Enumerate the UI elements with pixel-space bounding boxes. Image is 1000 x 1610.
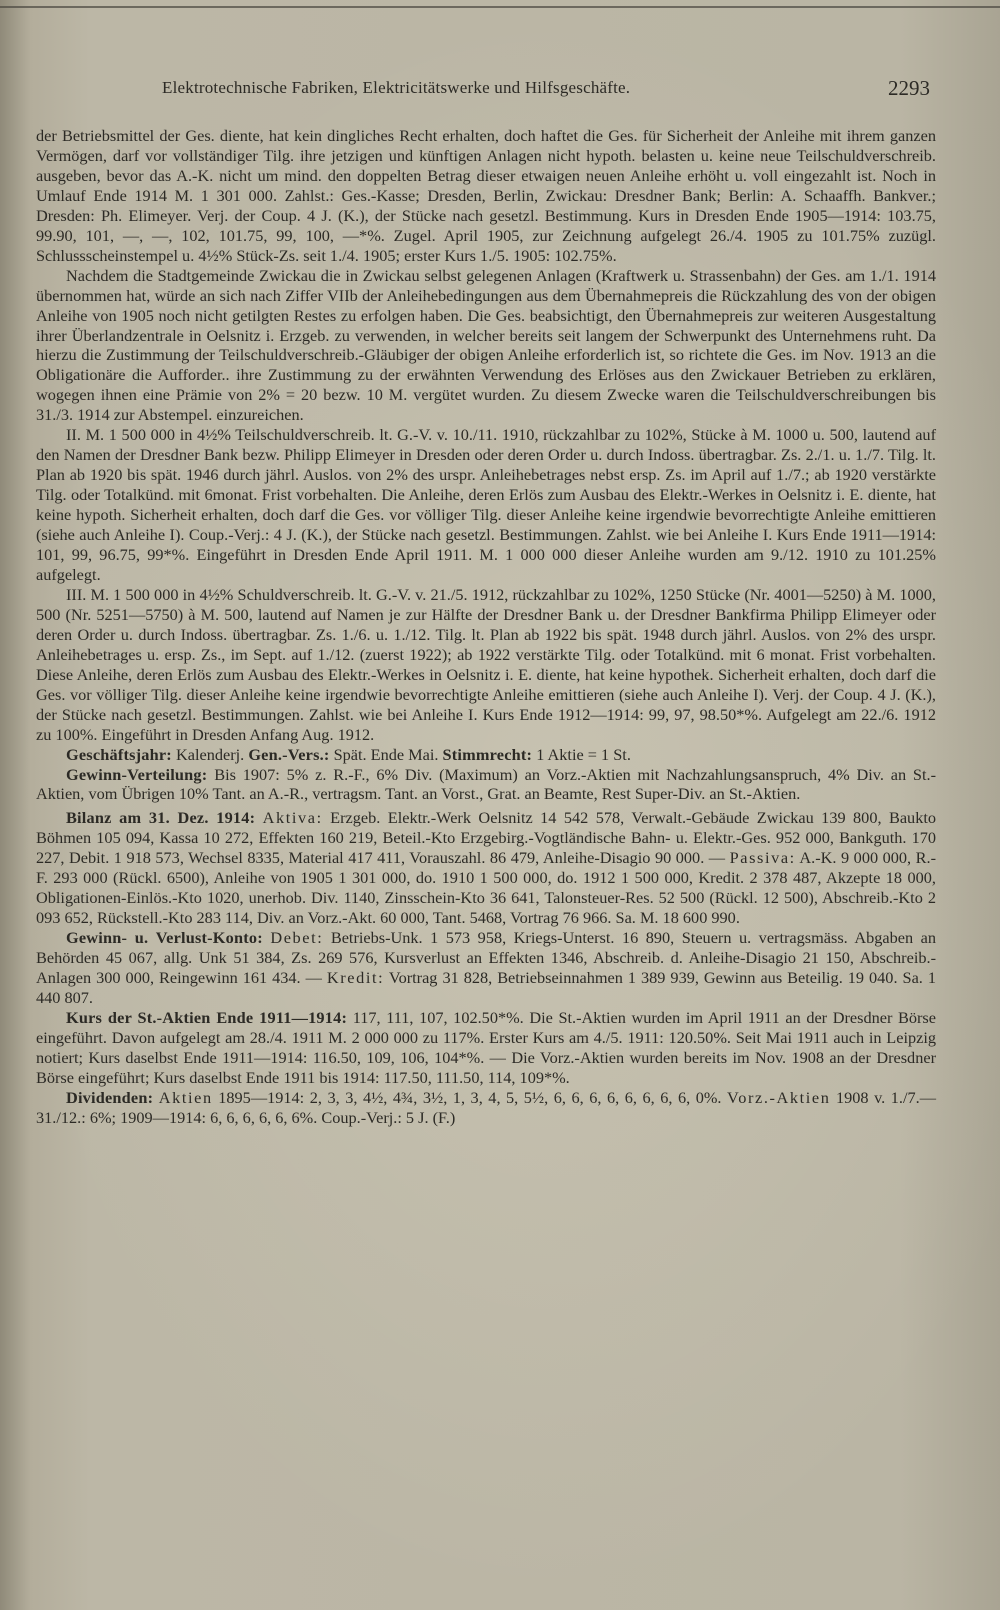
section-gewinn-verteilung (36, 765, 936, 805)
section-gewinn-verlust (36, 928, 936, 1008)
document-body (36, 126, 936, 1128)
text-gewinn-verteilung: Bis 1907: 5% z. R.-F., 6% Div. (Maximum) an Vorz.-Aktien mit Nachzahlungsanspruch, 4% Div. an St.-Aktien, vom Übrigen 10% Tant. an A.-R., vertragsm. Tant. an Vorst., Grat. an Beamte, Rest Super-Div. an St.-Aktien. (36, 764, 936, 804)
section-bilanz (36, 808, 936, 928)
label-aktien: Aktien (158, 1087, 213, 1107)
heading-dividenden: Dividenden: (66, 1087, 154, 1107)
text-debet: Betriebs-Unk. 1 573 958, Kriegs-Unterst. 16 890, Steuern u. vertragsmäss. Abgaben an Behörden 45 067, allg. Unk 51 384, Zs. 269 576, Kursverlust an Effekten 1346, Abschreib. d. Anleihe-Disagio 21 150, Abschreib.-Anlagen 300 000, Reingewinn 161 434. — (36, 928, 936, 988)
running-head (162, 78, 930, 106)
top-rule (0, 6, 1000, 8)
text-kurs: 117, 111, 107, 102.50*%. Die St.-Aktien wurden im April 1911 an der Dresdner Börse eingeführt. Davon aufgelegt am 28./4. 1911 M. 2 000 000 zu 117%. Erster Kurs am 4./5. 1911: 120.50%. Seit Mai 1911 auch in Leipzig notiert; Kurs daselbst Ende 1911—1914: 116.50, 109, 106, 104*%. — Die Vorz.-Aktien wurden bereits im Nov. 1908 an der Dresdner Börse eingeführt; Kurs daselbst Ende 1911 bis 1914: 117.50, 111.50, 114, 109*%. (36, 1007, 936, 1087)
paragraph-zwickau-uebernahme: Nachdem die Stadtgemeinde Zwickau die in Zwickau selbst gelegenen Anlagen (Kraftwerk u. Strassenbahn) der Ges. am 1./1. 1914 übernommen hat, würde an sich nach Ziffer VIIb der Anleihebedingungen aus dem Übernahmepreis die Rückzahlung des von der obigen Anleihe von 1905 noch nicht getilgten Restes zu erfolgen haben. Die Ges. beabsichtigt, den Übernahmepreis zur weiteren Ausgestaltung ihrer Überlandzentrale in Oelsnitz i. Erzgeb. zu verwenden, in welcher bereits seit langem der Schwerpunkt des Unternehmens ruht. Da hierzu die Zustimmung der Teilschuldverschreib.-Gläubiger der obigen Anleihe erforderlich ist, so richtete die Ges. im Nov. 1913 an die Obligationäre die Aufforder.. ihre Zustimmung zu der erwähnten Verwendung des Erlöses aus den Zwickauer Betrieben zu erklären, wogegen ihnen eine Prämie von 2% = 20 bezw. 10 M. vergütet wurden. Zu diesem Zwecke waren die Teilschuldverschreibungen bis 31./3. 1914 zur Abstempel. einzureichen. (36, 265, 936, 425)
text-gen-vers: Spät. Ende Mai. (329, 744, 443, 764)
label-kredit: Kredit: (326, 968, 385, 988)
section-kurs (36, 1008, 936, 1088)
heading-stimmrecht: Stimmrecht: (442, 744, 533, 764)
label-aktiva: Aktiva: (262, 808, 323, 828)
text-stimmrecht: 1 Aktie = 1 St. (532, 744, 631, 764)
running-title: Elektrotechnische Fabriken, Elektricitätswerke und Hilfsgeschäfte. (162, 78, 631, 97)
page-number: 2293 (888, 76, 930, 100)
label-debet: Debet: (270, 928, 324, 948)
heading-gewinn-verlust: Gewinn- u. Verlust-Konto: (66, 928, 263, 948)
heading-gewinn-verteilung: Gewinn-Verteilung: (66, 764, 208, 784)
paragraph-anleihe-iii: III. M. 1 500 000 in 4½% Schuldverschreib. lt. G.-V. v. 21./5. 1912, rückzahlbar zu 102%, 1250 Stücke (Nr. 4001—5250) à M. 1000, 500 (Nr. 5251—5750) à M. 500, lautend auf Namen je zur Hälfte der Dresdner Bank u. der Dresdner Bankfirma Philipp Elimeyer oder deren Order u. durch Indoss. übertragbar. Zs. 1./6. u. 1./12. Tilg. lt. Plan ab 1922 bis spät. 1948 durch jährl. Auslos. von 2% des urspr. Anleihebetrages u. ersp. Zs., im Sept. auf 1./12. (zuerst 1922); ab 1922 verstärkte Tilg. oder Totalkünd. mit 6 monat. Frist vorbehalten. Diese Anleihe, deren Erlös zum Ausbau des Elektr.-Werkes in Oelsnitz i. E. diente, hat keine hypothek. Sicherheit erhalten, doch darf die Ges. vor völliger Tilg. dieser Anleihe keine irgendwie bevorrechtigte Anleihe emittieren (siehe auch Anleihe I). Verj. der Coup. 4 J. (K.), der Stücke nach gesetzl. Bestimmungen. Zahlst. wie bei Anleihe I. Kurs Ende 1912—1914: 99, 97, 98.50*%. Aufgelegt am 22./6. 1912 zu 100%. Eingeführt in Dresden Anfang Aug. 1912. (36, 584, 936, 744)
heading-bilanz: Bilanz am 31. Dez. 1914: (66, 808, 256, 828)
heading-kurs: Kurs der St.-Aktien Ende 1911—1914: (66, 1007, 348, 1027)
paragraph-anleihe-ii: II. M. 1 500 000 in 4½% Teilschuldverschreib. lt. G.-V. v. 10./11. 1910, rückzahlbar zu 102%, Stücke à M. 1000 u. 500, lautend auf den Namen der Dresdner Bank bezw. Philipp Elimeyer in Dresden oder deren Order u. durch Indoss. übertragbar. Zs. 2./1. u. 1./7. Tilg. lt. Plan ab 1920 bis spät. 1946 durch jährl. Auslos. von 2% des urspr. Anleihebetrages nebst ersp. Zs. im April auf 1./7.; ab 1920 verstärkte Tilg. oder Totalkünd. mit 6monat. Frist vorbehalten. Die Anleihe, deren Erlös zum Ausbau des Elektr.-Werkes in Oelsnitz i. E. diente, hat keine hypoth. Sicherheit erhalten, doch darf die Ges. vor völliger Tilg. dieser Anleihe keine irgendwie bevorrechtigte Anleihe emittieren (siehe auch Anleihe I). Coup.-Verj.: 4 J. (K.), der Stücke nach gesetzl. Bestimmungen. Zahlst. wie bei Anleihe I. Kurs Ende 1911—1914: 101, 99, 96.75, 99*%. Eingeführt in Dresden Ende April 1911. M. 1 000 000 dieser Anleihe wurden am 9./12. 1910 zu 101.25% aufgelegt. (36, 425, 936, 584)
heading-gen-vers: Gen.-Vers.: (248, 744, 330, 764)
text-passiva: A.-K. 9 000 000, R.-F. 293 000 (Rückl. 6500), Anleihe von 1905 1 301 000, do. 1910 1 500 000, do. 1912 1 500 000, Kredit. 2 378 487, Akzepte 18 000, Obligationen-Einlös.-Kto 1020, unerhob. Div. 1140, Zinsschein-Kto 36 641, Talonsteuer-Res. 52 500 (Rückl. 12 500), Abschreib.-Kto 2 093 652, Rückstell.-Kto 283 114, Div. an Vorz.-Akt. 60 000, Tant. 5468, Vortrag 76 966. Sa. M. 18 600 990. (36, 848, 936, 928)
label-vorz-aktien: Vorz.-Aktien (727, 1087, 831, 1107)
text-kredit: Vortrag 31 828, Betriebseinnahmen 1 389 939, Gewinn aus Beteilig. 19 040. Sa. 1 440 807. (36, 968, 936, 1007)
text-aktiva: Erzgeb. Elektr.-Werk Oelsnitz 14 542 578, Verwalt.-Gebäude Zwickau 139 800, Baukto Böhmen 105 094, Kassa 10 272, Effekten 160 219, Beteil.-Kto Erzgebirg.-Vogtländische Bahn- u. Elektr.-Ges. 952 000, Bankguth. 170 227, Debit. 1 918 573, Wechsel 8335, Material 417 411, Vorauszahl. 86 479, Anleihe-Disagio 90 000. — (36, 808, 937, 868)
label-passiva: Passiva: (729, 848, 796, 868)
text-vorz-aktien-dividenden: 1908 v. 1./7.—31./12.: 6%; 1909—1914: 6, 6, 6, 6, 6, 6%. Coup.-Verj.: 5 J. (F.) (36, 1087, 937, 1127)
heading-geschaeftsjahr: Geschäftsjahr: (66, 744, 172, 764)
section-dividenden (36, 1088, 936, 1128)
text-geschaeftsjahr: Kalenderj. (171, 744, 249, 764)
section-geschaeftsjahr (36, 745, 936, 765)
paragraph-anleihe-i-continued: der Betriebsmittel der Ges. diente, hat kein dingliches Recht erhalten, doch haftet die Ges. für Sicherheit der Anleihe mit ihrem ganzen Vermögen, darf vor vollständiger Tilg. ihre jetzigen und künftigen Anlagen nicht hypoth. belasten u. keine neue Teilschuldverschreib. ausgeben, bevor das A.-K. nicht um mind. den doppelten Betrag dieser etwaigen neuen Anleihe erhöht u. voll eingezahlt ist. Noch in Umlauf Ende 1914 M. 1 301 000. Zahlst.: Ges.-Kasse; Dresden, Berlin, Zwickau: Dresdner Bank; Berlin: A. Schaaffh. Bankver.; Dresden: Ph. Elimeyer. Verj. der Coup. 4 J. (K.), der Stücke nach gesetzl. Bestimmung. Kurs in Dresden Ende 1905—1914: 103.75, 99.90, 101, —, —, 102, 101.75, 99, 100, —*%. Zugel. April 1905, zur Zeichnung aufgelegt 26./4. 1905 zu 101.75% zuzügl. Schlussscheinstempel u. 4½% Stück-Zs. seit 1./4. 1905; erster Kurs 1./5. 1905: 102.75%. (36, 126, 936, 265)
text-aktien-dividenden: 1895—1914: 2, 3, 3, 4½, 4¾, 3½, 1, 3, 4, 5, 5½, 6, 6, 6, 6, 6, 6, 6, 6, 0%. (212, 1087, 728, 1107)
